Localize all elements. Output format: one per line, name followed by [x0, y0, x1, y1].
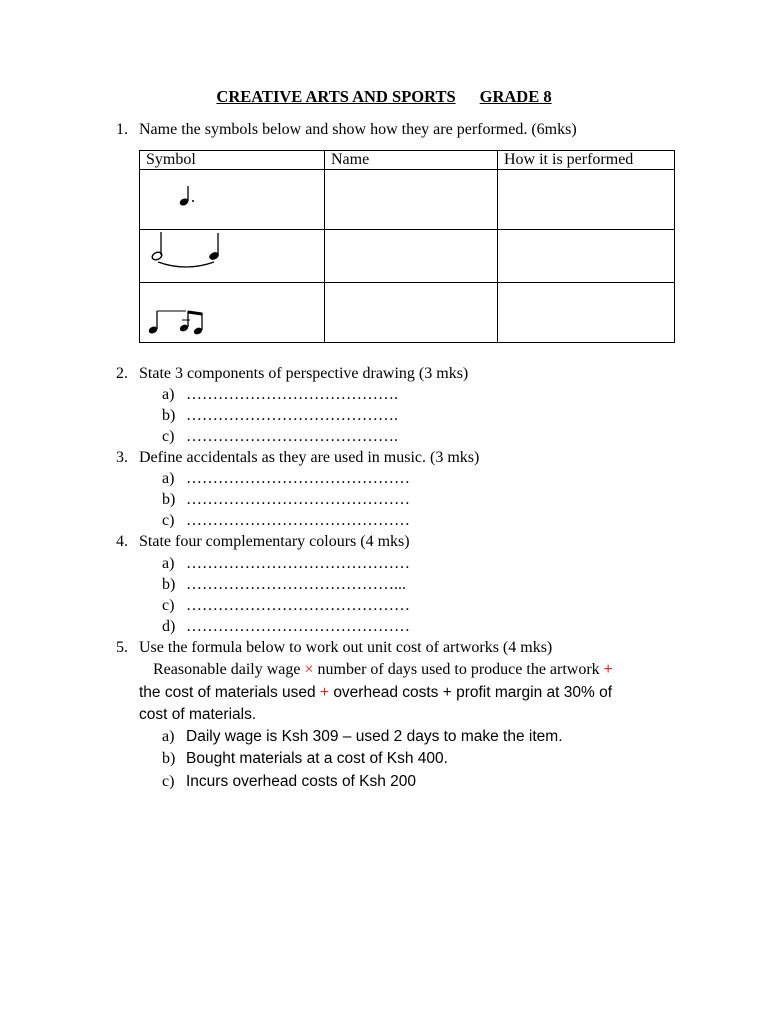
- q1-number: 1.: [116, 121, 128, 138]
- q4-text: State four complementary colours (4 mks): [139, 533, 410, 550]
- q2-label-a: a): [162, 386, 175, 403]
- q2-answer-line-b[interactable]: ………………………………….: [186, 407, 398, 424]
- q3-text: Define accidentals as they are used in music. (3 mks): [139, 449, 480, 466]
- q2-answer-line-c[interactable]: ………………………………….: [186, 428, 398, 445]
- q3-number: 3.: [116, 449, 128, 466]
- performed-cell-3[interactable]: [498, 283, 675, 343]
- plus-sign-1: +: [603, 661, 613, 678]
- q5-number: 5.: [116, 639, 128, 656]
- formula-line-1: [153, 660, 613, 680]
- formula-part-1: Reasonable daily wage: [153, 661, 301, 678]
- name-cell-2[interactable]: [325, 230, 498, 283]
- q5-label-c: c): [162, 773, 175, 790]
- symbol-cell-1: [140, 170, 325, 230]
- q2-label-b: b): [162, 407, 176, 424]
- formula-line-2: [139, 683, 612, 703]
- q5-item-b: Bought materials at a cost of Ksh 400.: [186, 750, 448, 767]
- q4-label-a: a): [162, 555, 175, 572]
- q4-answer-line-d[interactable]: ……………………………………: [186, 618, 410, 635]
- q3-label-b: b): [162, 491, 176, 508]
- q3-answer-line-a[interactable]: ……………………………………: [186, 470, 410, 487]
- q4-label-d: d): [162, 618, 176, 635]
- q5-item-a: Daily wage is Ksh 309 – used 2 days to make the item.: [186, 728, 563, 745]
- header-name: Name: [325, 151, 498, 170]
- q2-text: State 3 components of perspective drawing (3 mks): [139, 365, 469, 382]
- name-cell-1[interactable]: [325, 170, 498, 230]
- subject-title: CREATIVE ARTS AND SPORTS: [216, 87, 456, 106]
- q2-answer-line-a[interactable]: ………………………………….: [186, 386, 398, 403]
- formula-part-3: the cost of materials used: [139, 684, 316, 701]
- header-performed: How it is performed: [498, 151, 675, 170]
- times-sign: ×: [304, 661, 314, 678]
- q3-answer-line-c[interactable]: ……………………………………: [186, 512, 410, 529]
- q3-label-a: a): [162, 470, 175, 487]
- q5-label-b: b): [162, 750, 176, 767]
- q2-label-c: c): [162, 428, 175, 445]
- tied-minim-crotchet-icon: [148, 230, 226, 272]
- q5-label-a: a): [162, 728, 175, 745]
- formula-part-4: overhead costs + profit margin at 30% of: [333, 684, 613, 701]
- q1-text: Name the symbols below and show how they are performed. (6mks): [139, 121, 577, 138]
- plus-sign-2: +: [319, 684, 329, 701]
- header-symbol: Symbol: [140, 151, 325, 170]
- name-cell-3[interactable]: [325, 283, 498, 343]
- performed-cell-1[interactable]: [498, 170, 675, 230]
- page-title: [0, 87, 768, 107]
- q4-number: 4.: [116, 533, 128, 550]
- q3-label-c: c): [162, 512, 175, 529]
- q5-text: Use the formula below to work out unit cost of artworks (4 mks): [139, 639, 553, 656]
- performed-cell-2[interactable]: [498, 230, 675, 283]
- q4-answer-line-c[interactable]: ……………………………………: [186, 597, 410, 614]
- q4-label-c: c): [162, 597, 175, 614]
- q4-answer-line-b[interactable]: …………………………………...: [186, 576, 406, 593]
- q4-label-b: b): [162, 576, 176, 593]
- q2-number: 2.: [116, 365, 128, 382]
- dotted-crotchet-icon: [176, 184, 200, 210]
- q5-item-c: Incurs overhead costs of Ksh 200: [186, 773, 417, 790]
- formula-part-5: cost of materials.: [139, 706, 257, 723]
- q4-answer-line-a[interactable]: ……………………………………: [186, 555, 410, 572]
- formula-part-2: number of days used to produce the artwork: [317, 661, 600, 678]
- grade-title: GRADE 8: [479, 87, 552, 106]
- crotchet-quaver-pair-icon: [146, 304, 206, 338]
- q3-answer-line-b[interactable]: ……………………………………: [186, 491, 410, 508]
